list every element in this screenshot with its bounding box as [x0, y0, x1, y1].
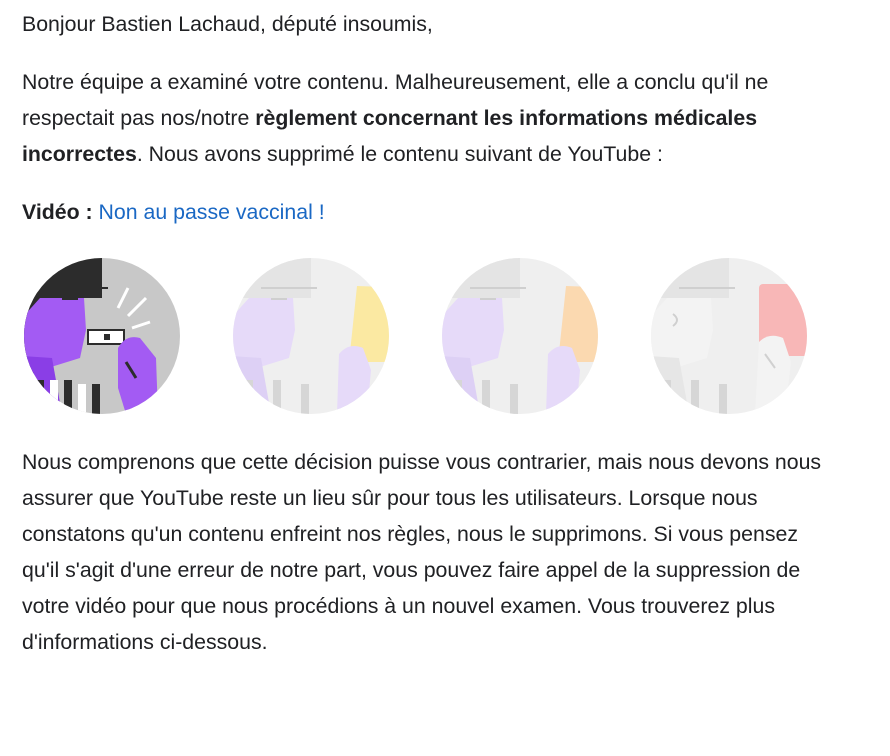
orange-card-icon: [440, 258, 600, 414]
video-line: [22, 194, 872, 230]
yellow-card-icon: [231, 258, 391, 414]
video-title-link[interactable]: Non au passe vaccinal !: [98, 200, 325, 224]
whistle-icon: [22, 258, 182, 414]
red-card-icon: [649, 258, 809, 414]
policy-name: règlement concernant les informations médicales incorrectes: [22, 106, 758, 166]
removal-notice-end: . Nous avons supprimé le contenu suivant de YouTube :: [136, 142, 663, 166]
removal-notice-text: Notre équipe a examiné votre contenu. Malheureusement, elle a conclu qu'il ne respectait pas nos/notre: [22, 70, 769, 130]
greeting: Bonjour Bastien Lachaud, député insoumis,: [22, 12, 433, 36]
removal-notice-paragraph: [22, 64, 852, 172]
email-body: [22, 6, 872, 660]
strike-illustrations: [22, 258, 872, 414]
appeal-paragraph: Nous comprenons que cette décision puisse vous contrarier, mais nous devons nous assurer que YouTube reste un lieu sûr pour tous les utilisateurs. Lorsque nous constatons qu'un contenu enfreint nos règles, nous le supprimons. Si vous pensez qu'il s'agit d'une erreur de notre part, vous pouvez faire appel de la suppression de votre vidéo pour que nous procédions à un nouvel examen. Vous trouverez plus d'informations ci-dessous.: [22, 450, 822, 654]
video-label: Vidéo :: [22, 200, 93, 224]
